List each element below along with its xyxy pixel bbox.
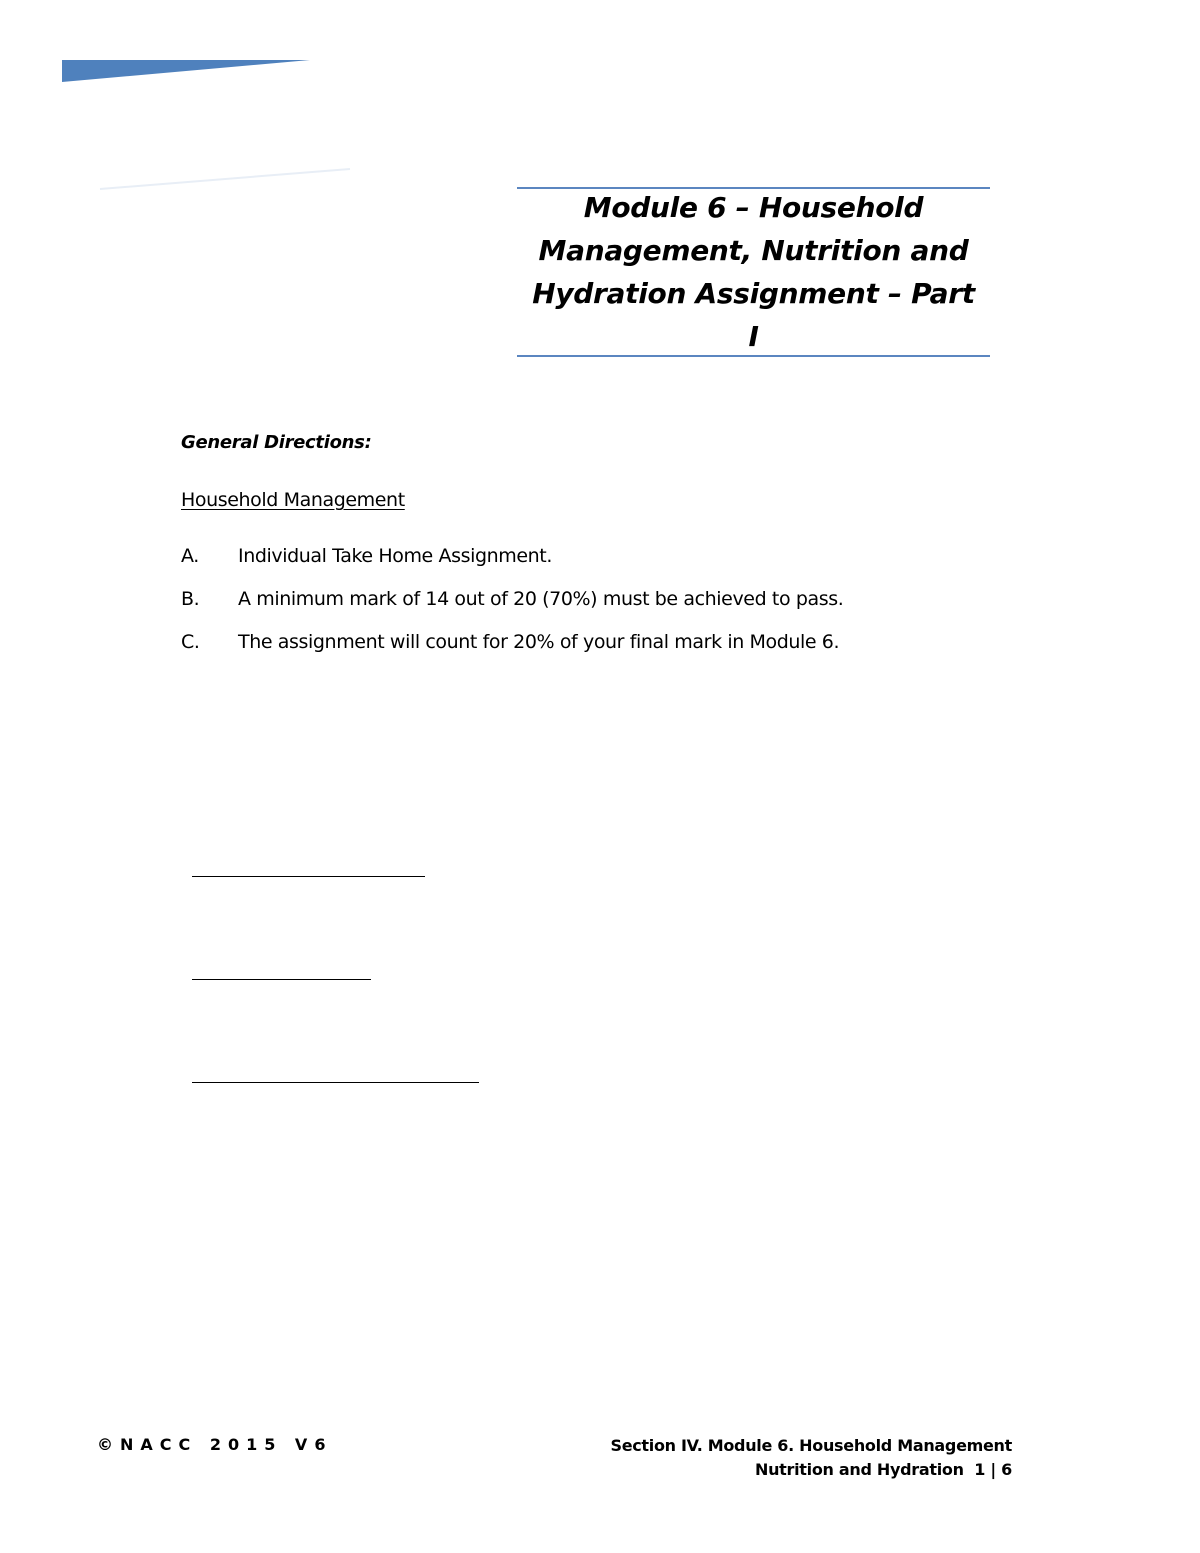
fill-in-blank-line[interactable] xyxy=(192,1082,479,1083)
list-item-letter: C. xyxy=(181,631,200,653)
list-item-text: A minimum mark of 14 out of 20 (70%) must be achieved to pass. xyxy=(238,588,844,610)
page-number: 1 | 6 xyxy=(974,1460,1012,1479)
header-accent-graphic xyxy=(60,56,360,196)
list-item-letter: B. xyxy=(181,588,200,610)
footer-section-info xyxy=(610,1434,1012,1482)
footer-section-line-1: Section IV. Module 6. Household Management xyxy=(610,1436,1012,1455)
title-line-3: Hydration Assignment – Part I xyxy=(532,277,975,353)
general-directions-label: General Directions: xyxy=(181,432,372,453)
title-line-1: Module 6 – Household xyxy=(583,191,924,224)
document-title xyxy=(524,186,984,358)
list-item-text: Individual Take Home Assignment. xyxy=(238,545,552,567)
title-box xyxy=(517,187,990,357)
section-heading: Household Management xyxy=(181,489,405,511)
header-accent-bar xyxy=(62,60,310,82)
list-item xyxy=(181,588,981,631)
list-item-text: The assignment will count for 20% of your final mark in Module 6. xyxy=(238,631,840,653)
fill-in-blank-line[interactable] xyxy=(192,876,425,877)
header-accent-faint-line xyxy=(100,169,350,189)
list-item xyxy=(181,631,981,674)
directions-list xyxy=(181,545,981,674)
list-item-letter: A. xyxy=(181,545,199,567)
footer-copyright: ©NACC 2015 V6 xyxy=(97,1435,333,1454)
footer-section-line-2 xyxy=(610,1458,1012,1482)
title-line-2: Management, Nutrition and xyxy=(538,234,969,267)
footer-section-name: Nutrition and Hydration xyxy=(755,1460,964,1479)
fill-in-blank-line[interactable] xyxy=(192,979,371,980)
list-item xyxy=(181,545,981,588)
